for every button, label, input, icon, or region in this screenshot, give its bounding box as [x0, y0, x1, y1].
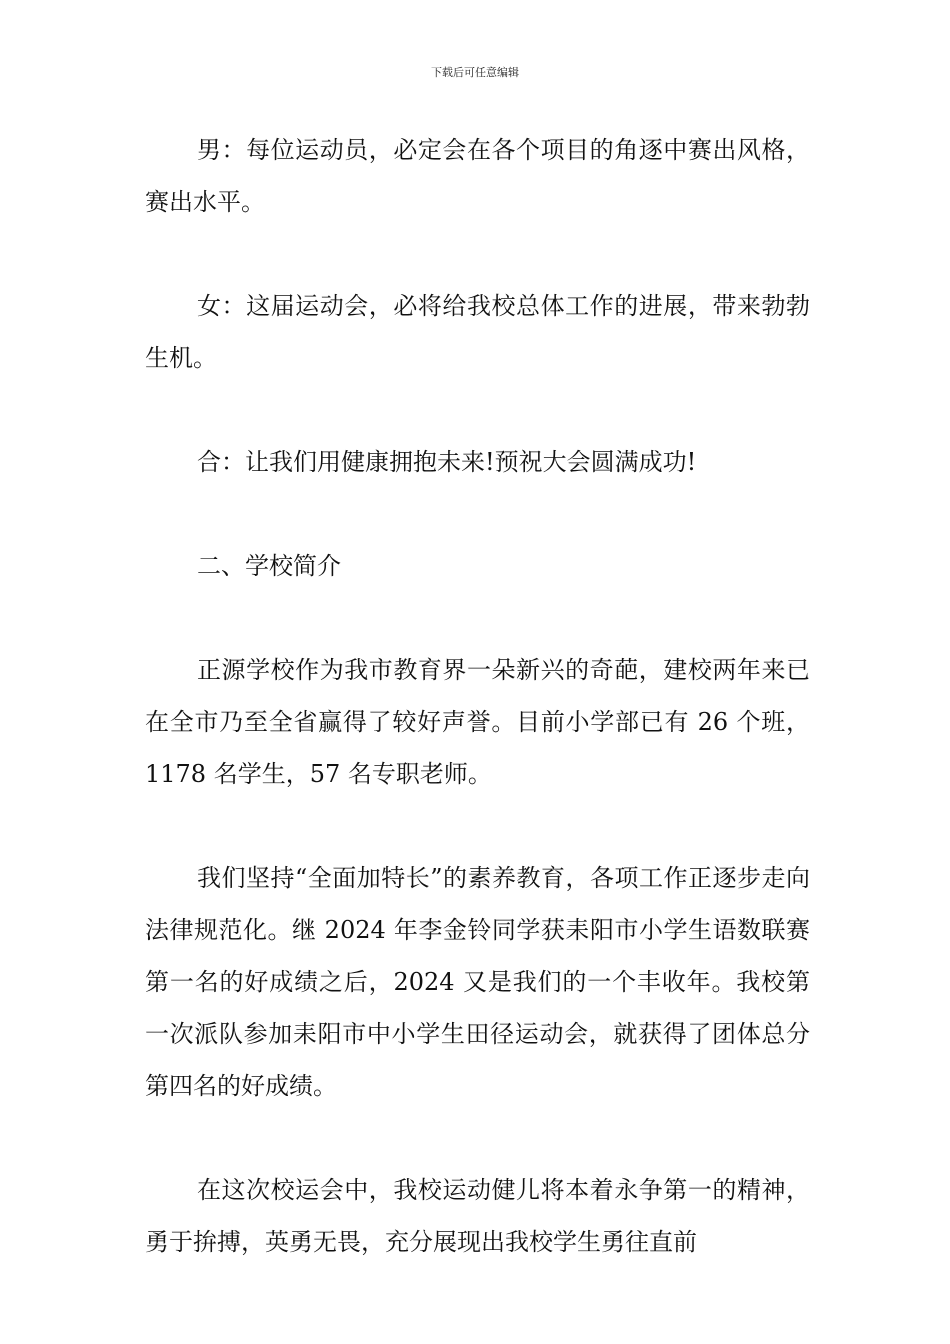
paragraph-female-host: 女：这届运动会，必将给我校总体工作的进展，带来勃勃生机。	[145, 292, 810, 372]
paragraph-gap	[145, 1112, 810, 1164]
paragraph-male-host: 男：每位运动员，必定会在各个项目的角逐中赛出风格，赛出水平。	[145, 136, 810, 216]
paragraph-sports-meet: 在这次校运会中，我校运动健儿将本着永争第一的精神，勇于拚搏，英勇无畏，充分展现出我校学生勇往直前	[145, 1176, 810, 1256]
document-body	[145, 124, 810, 1268]
paragraph-school-intro: 正源学校作为我市教育界一朵新兴的奇葩，建校两年来已在全市乃至全省赢得了较好声誉。目前小学部已有 26 个班，1178 名学生，57 名专职老师。	[145, 656, 810, 788]
paragraph-gap	[145, 228, 810, 280]
page-header: 下载后可任意编辑	[431, 66, 519, 79]
paragraph-gap	[145, 488, 810, 540]
section-heading-school-intro: 二、学校简介	[197, 552, 341, 580]
paragraph-together: 合：让我们用健康拥抱未来!预祝大会圆满成功!	[197, 448, 697, 476]
paragraph-gap	[145, 800, 810, 852]
paragraph-gap	[145, 384, 810, 436]
paragraph-gap	[145, 592, 810, 644]
paragraph-achievements: 我们坚持“全面加特长”的素养教育，各项工作正逐步走向法律规范化。继 2024 年李金铃同学获耒阳市小学生语数联赛第一名的好成绩之后，2024 又是我们的一个丰收年。我校第一次派队参加耒阳市中小学生田径运动会，就获得了团体总分第四名的好成绩。	[145, 864, 810, 1100]
